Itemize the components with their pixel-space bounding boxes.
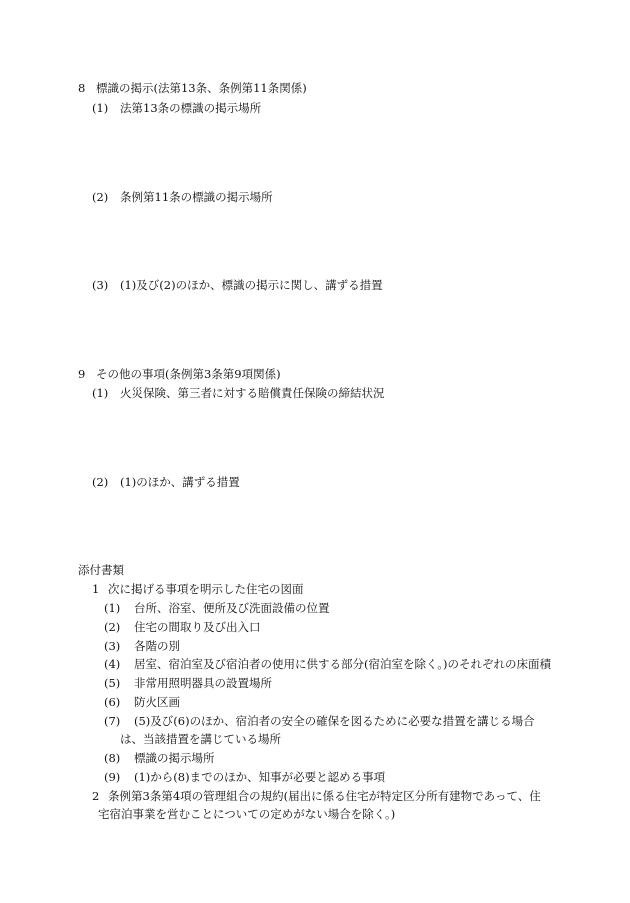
section-title: 標識の掲示(法第13条、条例第11条関係) [96, 81, 307, 95]
attachment-subitem [104, 600, 330, 616]
item-number: (1) [92, 386, 109, 400]
subitem-number: (7) [104, 714, 121, 728]
subitem-number: (3) [104, 639, 121, 653]
item-number: (1) [92, 101, 109, 115]
subitem-text: 居室、宿泊室及び宿泊者の使用に供する部分(宿泊室を除く。)のそれぞれの床面積 [134, 657, 551, 671]
subitem-number: (5) [104, 676, 121, 690]
attachment-subitem [104, 750, 215, 766]
attachment-text: 次に掲げる事項を明示した住宅の図面 [108, 582, 304, 596]
item-text: (1)のほか、講ずる措置 [120, 475, 240, 489]
attachment-text: 条例第3条第4項の管理組合の規約(届出に係る住宅が特定区分所有建物であって、住 [108, 789, 541, 803]
subitem-text: (1)から(8)までのほか、知事が必要と認める事項 [134, 770, 386, 784]
section-9-item [92, 474, 240, 490]
section-number: 8 [78, 81, 86, 95]
section-8-item [92, 277, 383, 293]
item-number: (2) [92, 190, 109, 204]
item-number: (2) [92, 475, 109, 489]
item-text: (1)及び(2)のほか、標識の掲示に関し、講ずる措置 [120, 278, 383, 292]
section-8-item [92, 189, 273, 205]
attachment-item-2-continuation: 宅宿泊事業を営むことについての定めがない場合を除く。) [98, 807, 396, 821]
subitem-number: (1) [104, 601, 121, 615]
subitem-text: 防火区画 [134, 695, 180, 709]
item-text: 火災保険、第三者に対する賠償責任保険の締結状況 [120, 386, 385, 400]
attachment-subitem [104, 619, 261, 635]
subitem-number: (2) [104, 620, 121, 634]
subitem-text: 住宅の間取り及び出入口 [134, 620, 261, 634]
attachment-subitem [104, 713, 535, 729]
attachment-subitem [104, 769, 385, 785]
attachment-subitem [104, 675, 272, 691]
subitem-number: (8) [104, 751, 121, 765]
subitem-text: 台所、浴室、便所及び洗面設備の位置 [134, 601, 330, 615]
subitem-text: 各階の別 [134, 639, 180, 653]
attachment-item-1 [92, 581, 304, 597]
attachment-number: 2 [92, 789, 100, 803]
subitem-text: (5)及び(6)のほか、宿泊者の安全の確保を図るために必要な措置を講じる場合 [134, 714, 535, 728]
attachment-item-2 [92, 788, 541, 804]
attachment-subitem [104, 656, 551, 672]
subitem-text: 非常用照明器具の設置場所 [134, 676, 272, 690]
section-8-heading [78, 80, 307, 96]
subitem-number: (9) [104, 770, 121, 784]
item-number: (3) [92, 278, 109, 292]
section-9-heading [78, 366, 281, 382]
item-text: 条例第11条の標識の掲示場所 [120, 190, 273, 204]
item-text: 法第13条の標識の掲示場所 [120, 101, 262, 115]
section-title: その他の事項(条例第3条第9項関係) [96, 367, 281, 381]
section-8-item [92, 100, 261, 116]
section-9-item [92, 385, 385, 401]
attachment-subitem [104, 638, 180, 654]
subitem-text: 標識の掲示場所 [134, 751, 215, 765]
attachment-number: 1 [92, 582, 100, 596]
subitem-number: (6) [104, 695, 121, 709]
subitem-number: (4) [104, 657, 121, 671]
attachment-subitem-continuation: は、当該措置を講じている場所 [120, 732, 281, 746]
attachments-heading: 添付書類 [78, 563, 124, 577]
attachment-subitem [104, 694, 180, 710]
section-number: 9 [78, 367, 86, 381]
